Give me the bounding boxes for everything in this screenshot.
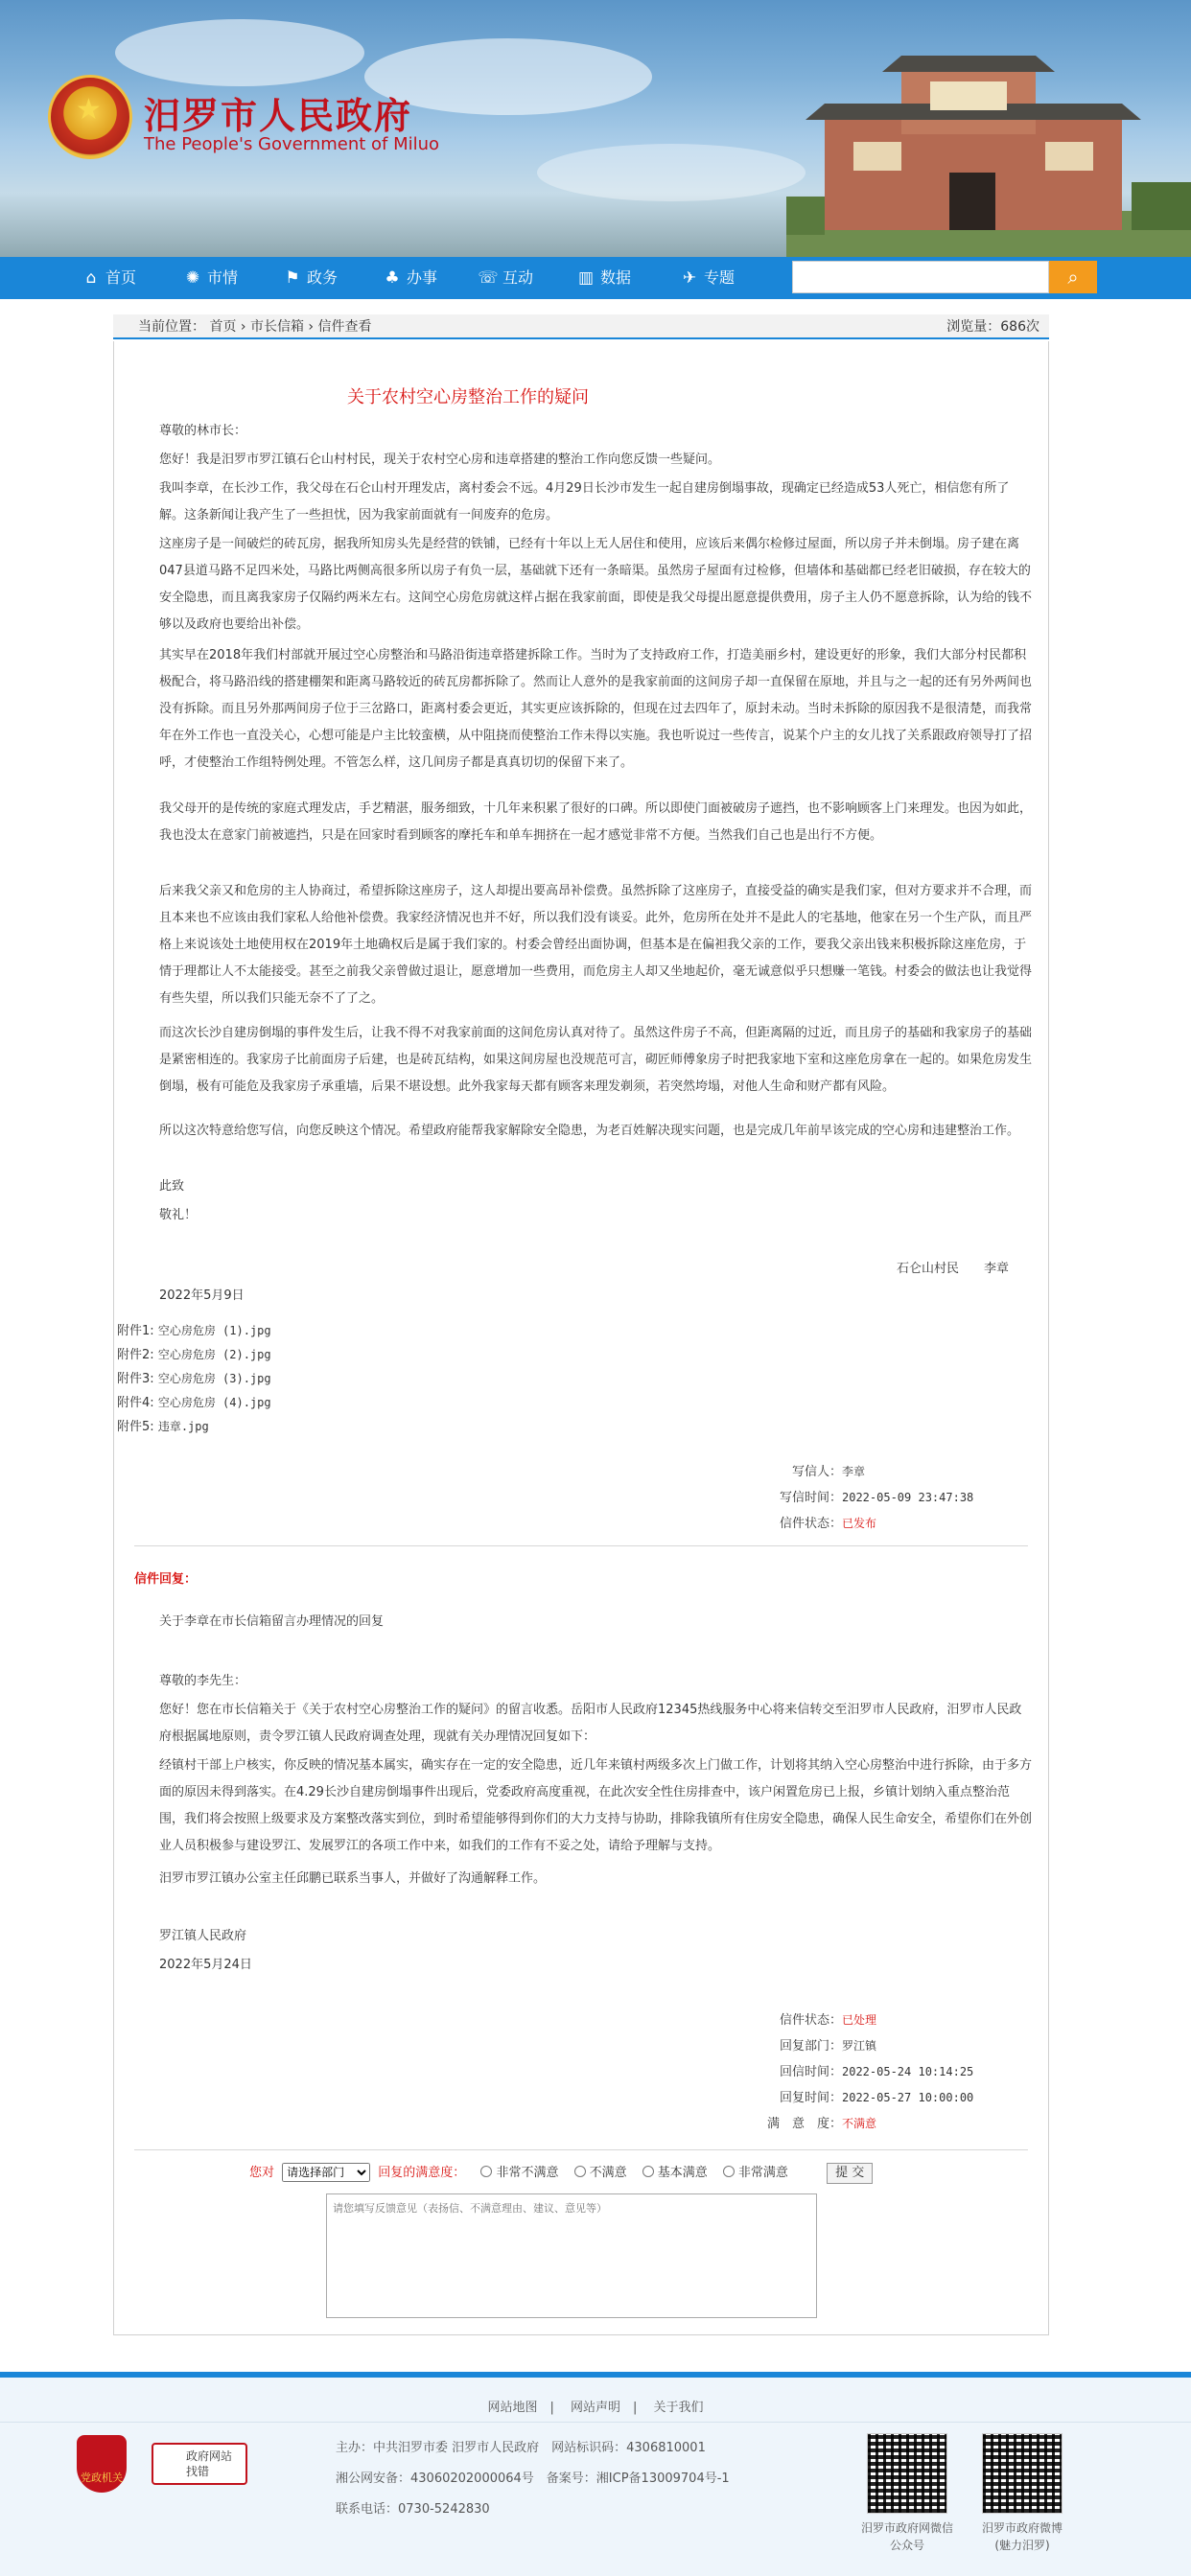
nav-item-government[interactable]	[282, 257, 338, 299]
footer-divider	[0, 2422, 1191, 2423]
view-count: 浏览量：686次	[946, 319, 1039, 335]
meta-writer: 李章	[842, 1465, 866, 1478]
header-banner	[0, 0, 1191, 257]
letter-paragraph: 这座房子是一间破烂的砖瓦房，据我所知房头先是经营的铁铺，已经有十年以上无人居住和使用，应该后来偶尔检修过屋面，所以房子并未倒塌。房子建在离047县道马路不足四米处，马路比两侧高很多所以房子有负一层，基础就下还有一条暗渠。虽然房子屋面有过检修，但墙体和基础都已经老旧破损，存在较大的安全隐患，而且离我家房子仅隔约两米左右。这间空心房危房就这样占据在我家前面，即使是我父母提出愿意提供费用，房子主人仍不愿意拆除，认为给的钱不够以及政府也要给出补偿。	[159, 537, 1033, 632]
letter-paragraph: 而这次长沙自建房倒塌的事件发生后，让我不得不对我家前面的这间危房认真对待了。虽然这件房子不高，但距离隔的过近，而且房子的基础和我家房子的基础是紧密相连的。我家房子比前面房子后建，也是砖瓦结构，如果这间房屋也没规范可言，砌匠师傅象房子时把我家地下室和这座危房拿在一起的。如果危房发生倒塌，极有可能危及我家房子承重墙，后果不堪设想。此外我家每天都有顾客来理发剃须，若突然垮塌，对他人生命和财产都有风险。	[159, 1026, 1033, 1094]
wechat-qr-caption: 汨罗市政府网微信 公众号	[860, 2521, 953, 2552]
site-title: 汨罗市人民政府	[144, 95, 413, 137]
attachment-filename: 空心房危房 (2).jpg	[157, 1348, 271, 1361]
search-input[interactable]	[792, 261, 1049, 293]
meta-write-time: 2022-05-09 23:47:38	[842, 1491, 974, 1504]
reply-paragraph: 您好！您在市长信箱关于《关于农村空心房整治工作的疑问》的留言收悉。岳阳市人民政府12345热线服务中心将来信转交至汨罗市人民政府，汨罗市人民政府根据属地原则，责令罗江镇人民政府调查处理，现就有关办理情况回复如下：	[159, 1703, 1022, 1744]
rating-prefix-label: 您对	[249, 2166, 275, 2180]
reply-status: 已处理	[842, 2013, 877, 2027]
meta-label: 信件状态：	[779, 1517, 842, 1531]
cloud	[115, 19, 364, 86]
meta-label: 回复时间：	[779, 2091, 842, 2105]
radio-label: 不满意	[589, 2166, 627, 2180]
footer-link-statement[interactable]: 网站声明	[570, 2401, 620, 2415]
letter-paragraph: 所以这次特意给您写信，向您反映这个情况。希望政府能帮我家解除安全隐患，为老百姓解决现实问题，也是完成几年前早该完成的空心房和违建整治工作。	[159, 1124, 1020, 1138]
reply-time: 2022-05-27 10:00:00	[842, 2091, 974, 2104]
nav-item-home[interactable]	[81, 257, 136, 299]
reply-paragraph: 经镇村干部上户核实，你反映的情况基本属实，确实存在一定的安全隐患，近几年来镇村两级多次上门做工作，计划将其纳入空心房整治中进行拆除，由于多方面的原因未得到落实。在4.29长沙自建房倒塌事件出现后，党委政府高度重视，在此次安全性住房排查中，该户闲置危房已上报，乡镇计划纳入重点整治范围，我们将会按照上级要求及方案整改落实到位，到时希望能够得到你们的大力支持与协助，排除我镇所有住房安全隐患，确保人民生命安全，希望你们在外创业人员积极参与建设罗江、发展罗江的各项工作中来，如我们的工作有不妥之处，请给予理解与支持。	[159, 1758, 1033, 1853]
nav-item-data[interactable]	[575, 257, 631, 299]
radio-label: 非常不满意	[496, 2166, 559, 2180]
meta-label: 回信时间：	[779, 2065, 842, 2079]
site-subtitle: The People's Government of Miluo	[144, 134, 440, 154]
attachment-filename: 空心房危房 (4).jpg	[157, 1396, 271, 1409]
radio-basically-satisfied[interactable]	[642, 2166, 654, 2177]
rocket-icon: ✈	[682, 268, 697, 288]
reply-greeting: 尊敬的李先生：	[159, 1674, 247, 1688]
attachment-label: 附件	[117, 1324, 143, 1338]
data-icon: ▥	[577, 268, 595, 288]
radio-very-satisfied[interactable]	[723, 2166, 735, 2177]
radio-label: 非常满意	[737, 2166, 788, 2180]
reply-meta	[765, 2007, 973, 2137]
footer-links: 网站地图 | 网站声明 | 关于我们	[487, 2401, 704, 2415]
meta-label: 写信人：	[791, 1465, 842, 1479]
radio-unsatisfied[interactable]	[574, 2166, 586, 2177]
attachment-list	[117, 1319, 271, 1439]
nav-label: 首页	[105, 268, 137, 287]
letter-closing: 敬礼！	[159, 1208, 198, 1222]
reply-date: 2022年5月24日	[159, 1958, 252, 1972]
letter-paragraph: 您好！我是汨罗市罗江镇石仑山村村民，现关于农村空心房和违章搭建的整治工作向您反馈一些疑问。	[159, 453, 721, 467]
breadcrumb-prefix: 当前位置：	[138, 319, 205, 335]
breadcrumb-current: 信件查看	[317, 319, 372, 335]
footer-link-about[interactable]: 关于我们	[653, 2401, 704, 2415]
breadcrumb-separator: ›	[308, 319, 315, 335]
radio-label: 基本满意	[657, 2166, 708, 2180]
reply-title: 关于李章在市长信箱留言办理情况的回复	[159, 1614, 385, 1629]
party-government-badge-icon[interactable]	[77, 2435, 127, 2493]
divider	[134, 2149, 1028, 2150]
nav-label: 市情	[207, 268, 239, 287]
chat-icon: ☏	[478, 268, 499, 288]
reply-department: 罗江镇	[842, 2039, 877, 2053]
attachment-label: 附件	[117, 1348, 143, 1362]
satisfaction-label: 回复的满意度：	[378, 2166, 466, 2180]
party-badge-label: 党政机关	[81, 2472, 123, 2484]
rating-form	[249, 2163, 873, 2184]
meta-label: 回复部门：	[779, 2039, 842, 2054]
divider	[134, 1545, 1028, 1546]
footer-record: 湘公网安备：43060202000064号 备案号：湘ICP备13009704号-1	[336, 2472, 730, 2486]
breadcrumb-mayor-mailbox[interactable]: 市长信箱	[249, 319, 304, 335]
letter-title: 关于农村空心房整治工作的疑问	[347, 387, 589, 407]
service-icon: ♣	[385, 268, 400, 288]
ancient-building-illustration	[786, 29, 1191, 257]
footer-link-sitemap[interactable]: 网站地图	[487, 2401, 538, 2415]
nav-item-topics[interactable]	[679, 257, 735, 299]
home-icon: ⌂	[85, 268, 97, 288]
radio-very-unsatisfied[interactable]	[480, 2166, 492, 2177]
attachment-item[interactable]: 附件5: 违章.jpg	[117, 1420, 209, 1434]
gov-site-error-report-badge[interactable]: 政府网站 找错	[152, 2443, 247, 2485]
letter-paragraph: 其实早在2018年我们村部就开展过空心房整治和马路沿街违章搭建拆除工作。当时为了支持政府工作，打造美丽乡村，建设更好的形象，我们大部分村民都积极配合，将马路沿线的搭建棚架和距离马路较近的砖瓦房都拆除了。然而让人意外的是我家前面的这间房子却一直保留在原地，并且与之一起的还有另外两间也没有拆除。而且另外那两间房子位于三岔路口，距离村委会更近，其实更应该拆除的，但现在过去四年了，原封未动。当时未拆除的原因我不是很清楚，而我常年在外工作也一直没关心，心想可能是户主比较蛮横，从中阻挠而使整治工作未得以实施。我也听说过一些传言，说某个户主的女儿找了关系跟政府领导打了招呼，才使整治工作组特例处理。不管怎么样，这几间房子都是真真切切的保留下来了。	[159, 648, 1033, 770]
letter-meta	[775, 1459, 973, 1537]
weibo-qr-caption: 汨罗市政府微博 (魅力汨罗)	[981, 2521, 1063, 2552]
letter-salutation: 尊敬的林市长：	[159, 424, 247, 438]
attachment-filename: 空心房危房 (3).jpg	[157, 1372, 271, 1385]
breadcrumb-separator: ›	[240, 319, 246, 335]
footer-sponsor: 主办：中共汨罗市委 汨罗市人民政府 网站标识码：4306810001	[336, 2441, 706, 2455]
nav-label: 政务	[307, 268, 339, 287]
nav-label: 数据	[600, 268, 632, 287]
letter-paragraph: 我叫李章，在长沙工作，我父母在石仑山村开理发店，离村委会不远。4月29日长沙市发生一起自建房倒塌事故，现确定已经造成53人死亡，相信您有所了解。这条新闻让我产生了一些担忧，因为我家前面就有一间废弃的危房。	[159, 481, 1010, 522]
footer-phone: 联系电话：0730-5242830	[336, 2502, 490, 2517]
letter-signature: 石仑山村民 李章	[896, 1262, 1009, 1276]
reply-letter-time: 2022-05-24 10:14:25	[842, 2065, 974, 2078]
department-select[interactable]	[282, 2163, 370, 2182]
nav-item-interaction[interactable]	[478, 257, 533, 299]
nav-item-city[interactable]	[182, 257, 238, 299]
wechat-qr-code	[867, 2433, 947, 2514]
flag-icon: ⚑	[285, 268, 300, 288]
attachment-filename: 空心房危房 (1).jpg	[157, 1324, 271, 1337]
attachment-item[interactable]: 附件3: 空心房危房 (3).jpg	[117, 1372, 271, 1386]
national-emblem-icon	[48, 75, 132, 159]
nav-item-services[interactable]	[382, 257, 437, 299]
nav-label: 办事	[407, 268, 438, 287]
nav-label: 专题	[704, 268, 736, 287]
attachment-label: 附件	[117, 1420, 143, 1434]
reply-satisfaction: 不满意	[842, 2117, 877, 2130]
breadcrumb	[113, 314, 1049, 339]
reply-paragraph: 汨罗市罗江镇办公室主任邱鹏已联系当事人，并做好了沟通解释工作。	[159, 1871, 547, 1886]
cloud	[537, 144, 806, 201]
city-icon: ✺	[185, 268, 200, 288]
letter-closing: 此致	[159, 1179, 185, 1194]
attachment-label: 附件	[117, 1396, 143, 1410]
attachment-label: 附件	[117, 1372, 143, 1386]
meta-label: 写信时间：	[779, 1491, 842, 1505]
weibo-qr-code	[982, 2433, 1063, 2514]
submit-button[interactable]: 提 交	[827, 2163, 873, 2184]
letter-date: 2022年5月9日	[159, 1288, 245, 1303]
attachment-item[interactable]: 附件2: 空心房危房 (2).jpg	[117, 1348, 271, 1362]
reply-heading: 信件回复：	[134, 1572, 198, 1587]
reply-org: 罗江镇人民政府	[159, 1929, 247, 1943]
attachment-item[interactable]: 附件4: 空心房危房 (4).jpg	[117, 1396, 271, 1410]
letter-paragraph: 后来我父亲又和危房的主人协商过，希望拆除这座房子，这人却提出要高昂补偿费。虽然拆除了这座房子，直接受益的确实是我们家，但对方要求并不合理，而且本来也不应该由我们家私人给他补偿费。我家经济情况也并不好，所以我们没有谈妥。此外，危房所在处并不是此人的宅基地，他家在另一个生产队，而且严格上来说该处土地使用权在2019年土地确权后是属于我们家的。村委会曾经出面协调，但基本是在偏袒我父亲的工作，要我父亲出钱来积极拆除这座危房，于情于理都让人不太能接受。甚至之前我父亲曾做过退让，愿意增加一些费用，而危房主人却又坐地起价，毫无诚意似乎只想赚一笔钱。村委会的做法也让我觉得有些失望，所以我们只能无奈不了了之。	[159, 884, 1033, 1006]
breadcrumb-home[interactable]: 首页	[209, 319, 237, 335]
meta-label: 满 意 度：	[766, 2117, 842, 2131]
meta-label: 信件状态：	[779, 2013, 842, 2028]
letter-paragraph: 我父母开的是传统的家庭式理发店，手艺精湛，服务细致，十几年来积累了很好的口碑。所以即使门面被破房子遮挡，也不影响顾客上门来理发。也因为如此，我也没太在意家门前被遮挡，只是在回家时看到顾客的摩托车和单车拥挤在一起才感觉非常不方便。当然我们自己也是出行不方便。	[159, 801, 1033, 843]
meta-status: 已发布	[842, 1517, 877, 1530]
nav-label: 互动	[502, 268, 534, 287]
attachment-item[interactable]: 附件1: 空心房危房 (1).jpg	[117, 1324, 271, 1338]
search-button[interactable]: ⌕	[1049, 261, 1097, 293]
feedback-textarea[interactable]	[326, 2193, 817, 2318]
attachment-filename: 违章.jpg	[157, 1420, 209, 1433]
